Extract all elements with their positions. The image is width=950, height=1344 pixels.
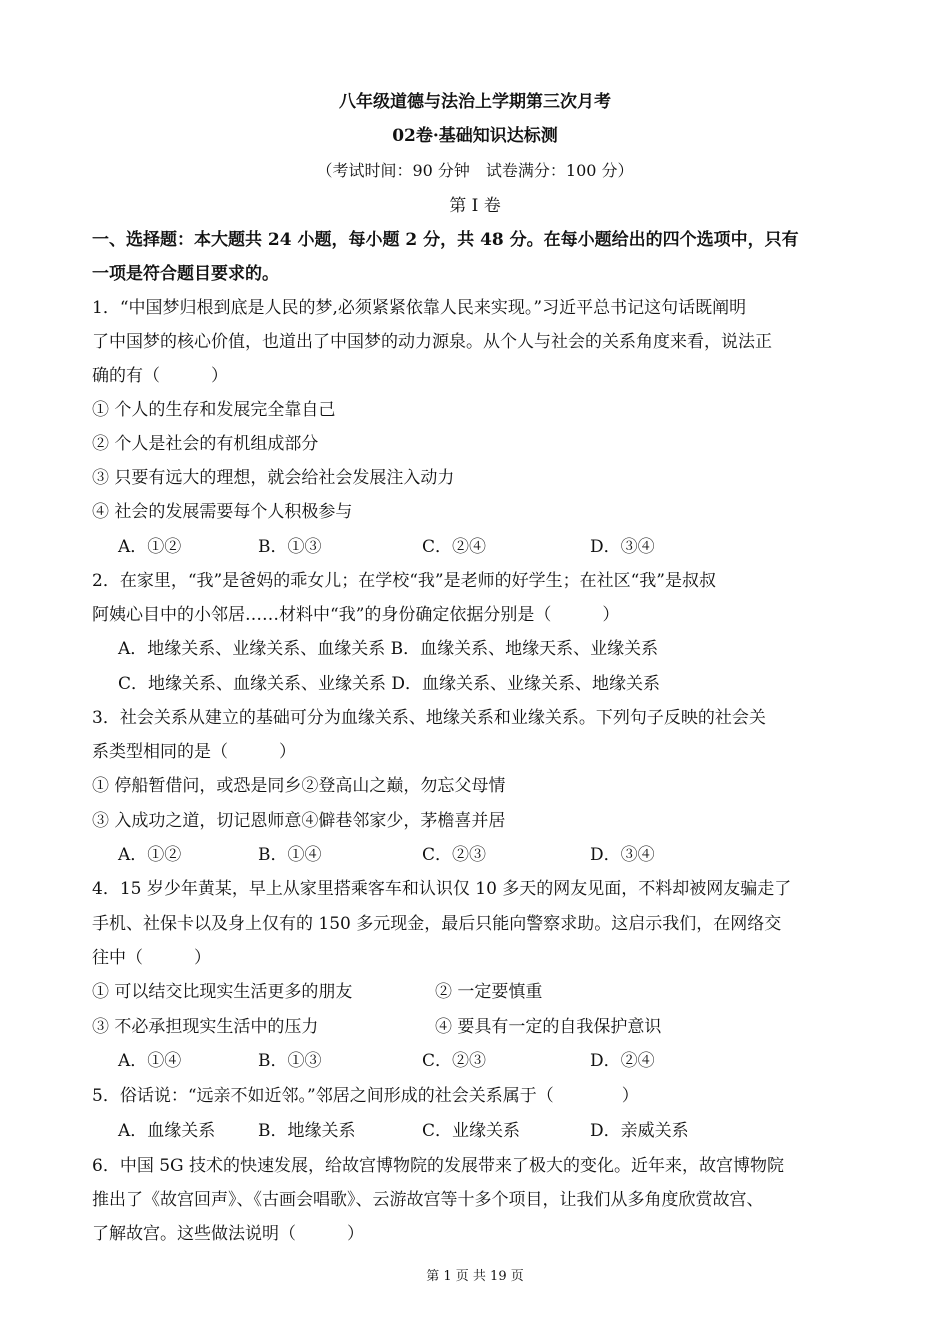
- question-5-text: 5．俗话说：“远亲不如近邻。”邻居之间形成的社会关系属于（ ）: [92, 1086, 639, 1106]
- option-d[interactable]: D．③④: [590, 537, 655, 557]
- option-c[interactable]: C．②③: [422, 845, 487, 865]
- question-4-text: 往中（ ）: [92, 948, 211, 968]
- question-1-statement: ④ 社会的发展需要每个人积极参与: [92, 502, 353, 522]
- section-heading-line-1: 一、选择题：本大题共 24 小题，每小题 2 分，共 48 分。在每小题给出的四个选项中，只有: [92, 230, 799, 250]
- question-1-statement: ② 个人是社会的有机组成部分: [92, 434, 319, 454]
- question-1-statement: ① 个人的生存和发展完全靠自己: [92, 400, 336, 420]
- statement-1: ① 可以结交比现实生活更多的朋友: [92, 982, 353, 1002]
- question-1-text: 1．“中国梦归根到底是人民的梦,必须紧紧依靠人民来实现。”习近平总书记这句话既阐明: [92, 298, 747, 318]
- question-2-options-row-1[interactable]: A．地缘关系、业缘关系、血缘关系 B．血缘关系、地缘天系、业缘关系: [118, 639, 659, 659]
- question-6-text: 推出了《故宫回声》、《古画会唱歌》、云游故宫等十多个项目，让我们从多角度欣赏故宫、: [92, 1190, 764, 1210]
- question-2-options-row-2[interactable]: C．地缘关系、血缘关系、业缘关系 D．血缘关系、业缘关系、地缘关系: [118, 674, 661, 694]
- question-6-text: 6．中国 5G 技术的快速发展，给故宫博物院的发展带来了极大的变化。近年来，故宫博物院: [92, 1156, 785, 1176]
- volume-label: 第 I 卷: [449, 196, 501, 216]
- option-d[interactable]: D．亲威关系: [590, 1121, 689, 1141]
- option-b[interactable]: B．①③: [258, 537, 322, 557]
- statement-4: ④ 要具有一定的自我保护意识: [435, 1017, 662, 1037]
- question-3-text: 3．社会关系从建立的基础可分为血缘关系、地缘关系和业缘关系。下列句子反映的社会关: [92, 708, 766, 728]
- question-1-text: 确的有（ ）: [92, 366, 228, 386]
- option-a[interactable]: A．①②: [118, 537, 182, 557]
- question-4-text: 4．15 岁少年黄某，早上从家里搭乘客车和认识仅 10 多天的网友见面，不料却被网友骗走了: [92, 879, 792, 899]
- question-3-text: 系类型相同的是（ ）: [92, 742, 296, 762]
- option-a[interactable]: A．①④: [118, 1051, 182, 1071]
- option-d[interactable]: D．③④: [590, 845, 655, 865]
- statement-3: ③ 不必承担现实生活中的压力: [92, 1017, 319, 1037]
- option-c[interactable]: C．②④: [422, 537, 487, 557]
- question-1-statement: ③ 只要有远大的理想，就会给社会发展注入动力: [92, 468, 455, 488]
- statement-2: ② 一定要慎重: [435, 982, 543, 1002]
- exam-title: 八年级道德与法治上学期第三次月考: [339, 92, 611, 112]
- exam-subtitle: 02卷·基础知识达标测: [392, 126, 558, 146]
- option-d[interactable]: D．②④: [590, 1051, 655, 1071]
- question-6-text: 了解故宫。这些做法说明（ ）: [92, 1224, 364, 1244]
- question-1-text: 了中国梦的核心价值，也道出了中国梦的动力源泉。从个人与社会的关系角度来看，说法正: [92, 332, 772, 352]
- option-c[interactable]: C．业缘关系: [422, 1121, 521, 1141]
- option-a[interactable]: A．①②: [118, 845, 182, 865]
- section-heading-line-2: 一项是符合题目要求的。: [92, 264, 279, 284]
- question-4-text: 手机、社保卡以及身上仅有的 150 多元现金，最后只能向警察求助。这启示我们，在网络交: [92, 914, 782, 934]
- option-a[interactable]: A．血缘关系: [118, 1121, 216, 1141]
- question-2-text: 2．在家里，“我”是爸妈的乖女儿；在学校“我”是老师的好学生；在社区“我”是叔叔: [92, 571, 716, 591]
- question-2-text: 阿姨心目中的小邻居……材料中“我”的身份确定依据分别是（ ）: [92, 605, 620, 625]
- question-3-statement: ③ 入成功之道，切记恩师意④僻巷邻家少，茅檐喜并居: [92, 811, 506, 831]
- option-c[interactable]: C．②③: [422, 1051, 487, 1071]
- option-b[interactable]: B．①④: [258, 845, 322, 865]
- option-b[interactable]: B．①③: [258, 1051, 322, 1071]
- option-b[interactable]: B．地缘关系: [258, 1121, 356, 1141]
- page-footer: 第 1 页 共 19 页: [426, 1269, 524, 1284]
- question-3-statement: ① 停船暂借问，或恐是同乡②登高山之巅，勿忘父母情: [92, 776, 506, 796]
- exam-info: （考试时间：90 分钟 试卷满分：100 分）: [316, 161, 634, 180]
